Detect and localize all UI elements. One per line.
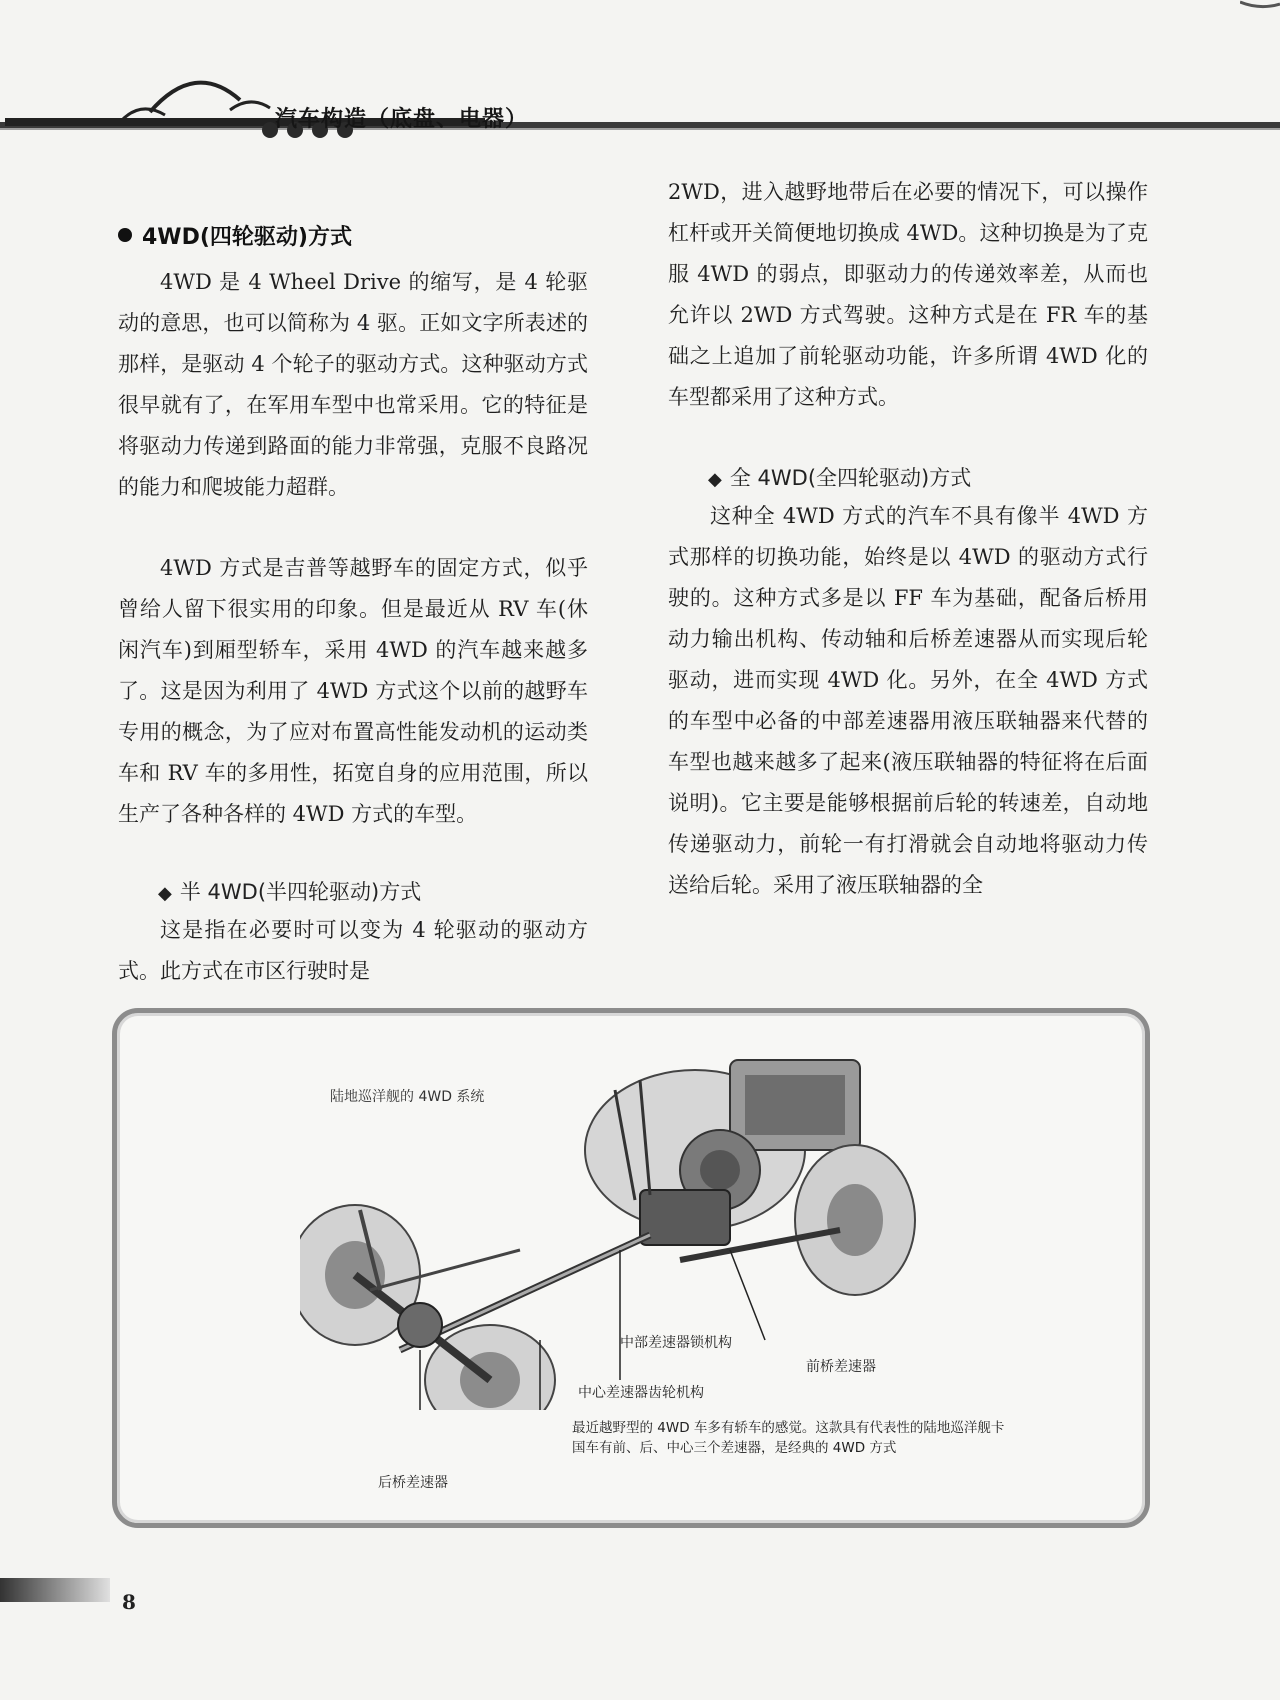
sub-heading-full-4wd-text: 全 4WD(全四轮驱动)方式 — [729, 466, 972, 490]
sub-heading-half-4wd-text: 半 4WD(半四轮驱动)方式 — [179, 880, 422, 904]
right-paragraph-2: 这种全 4WD 方式的汽车不具有像半 4WD 方式那样的切换功能，始终是以 4WD 的驱动方式行驶的。这种方式多是以 FF 车为基础，配备后桥用动力输出机构、传动轴和后桥差速器从而实现后轮驱动，进而实现 4WD 化。另外，在全 4WD 方式的车型中必备的中部差速器用液压联轴器来代替的车型也越来越多了起来(液压联轴器的特征将在后面说明)。它主要是能够根据前后轮的转速差，自动地传递驱动力，前轮一有打滑就会自动地将驱动力传送给后轮。采用了液压联轴器的全 — [668, 504, 1148, 897]
label-center-diff-gear: 中心差速器齿轮机构 — [578, 1385, 704, 1401]
footer-gradient-bar — [0, 1568, 110, 1612]
figure-caption: 最近越野型的 4WD 车多有轿车的感觉。这款具有代表性的陆地巡洋舰卡国车有前、后、中心三个差速器，是经典的 4WD 方式 — [572, 1420, 1005, 1456]
diamond-icon: ◆ — [158, 883, 172, 904]
header-ornament — [0, 60, 1280, 160]
left-paragraph-1: 4WD 是 4 Wheel Drive 的缩写，是 4 轮驱动的意思，也可以简称为 4 驱。正如文字所表述的那样，是驱动 4 个轮子的驱动方式。这种驱动方式很早就有了，在军用车型中也常采用。它的特征是将驱动力传递到路面的能力非常强，克服不良路况的能力和爬坡能力超群。 — [118, 270, 588, 499]
sub-heading-half-4wd — [158, 876, 421, 906]
left-paragraph-2: 4WD 方式是吉普等越野车的固定方式，似乎曾给人留下很实用的印象。但是最近从 RV 车(休闲汽车)到厢型轿车，采用 4WD 的汽车越来越多了。这是因为利用了 4WD 方式这个以前的越野车专用的概念，为了应对布置高性能发动机的运动类车和 RV 车的多用性，拓宽自身的应用范围，所以生产了各种各样的 4WD 方式的车型。 — [118, 556, 588, 826]
label-center-diff-lock: 中部差速器锁机构 — [620, 1335, 732, 1351]
corner-mark — [1240, 0, 1280, 10]
section-heading-text: 4WD(四轮驱动)方式 — [142, 225, 352, 250]
bullet-icon — [118, 228, 132, 242]
label-front-diff: 前桥差速器 — [806, 1359, 876, 1375]
page-header — [0, 60, 1280, 160]
book-title: 汽车构造（底盘、电器） — [275, 107, 529, 132]
diamond-icon: ◆ — [708, 469, 722, 490]
sub-heading-full-4wd — [708, 462, 971, 492]
right-paragraph-1: 2WD，进入越野地带后在必要的情况下，可以操作杠杆或开关简便地切换成 4WD。这种切换是为了克服 4WD 的弱点，即驱动力的传递效率差，从而也允许以 2WD 方式驾驶。这种方式是在 FR 车的基础之上追加了前轮驱动功能，许多所谓 4WD 化的车型都采用了这种方式。 — [668, 180, 1148, 409]
section-heading — [118, 220, 352, 251]
page-number: 8 — [122, 1590, 136, 1614]
figure-title: 陆地巡洋舰的 4WD 系统 — [330, 1089, 485, 1105]
label-rear-diff: 后桥差速器 — [378, 1475, 448, 1491]
left-paragraph-3: 这是指在必要时可以变为 4 轮驱动的驱动方式。此方式在市区行驶时是 — [118, 918, 588, 983]
